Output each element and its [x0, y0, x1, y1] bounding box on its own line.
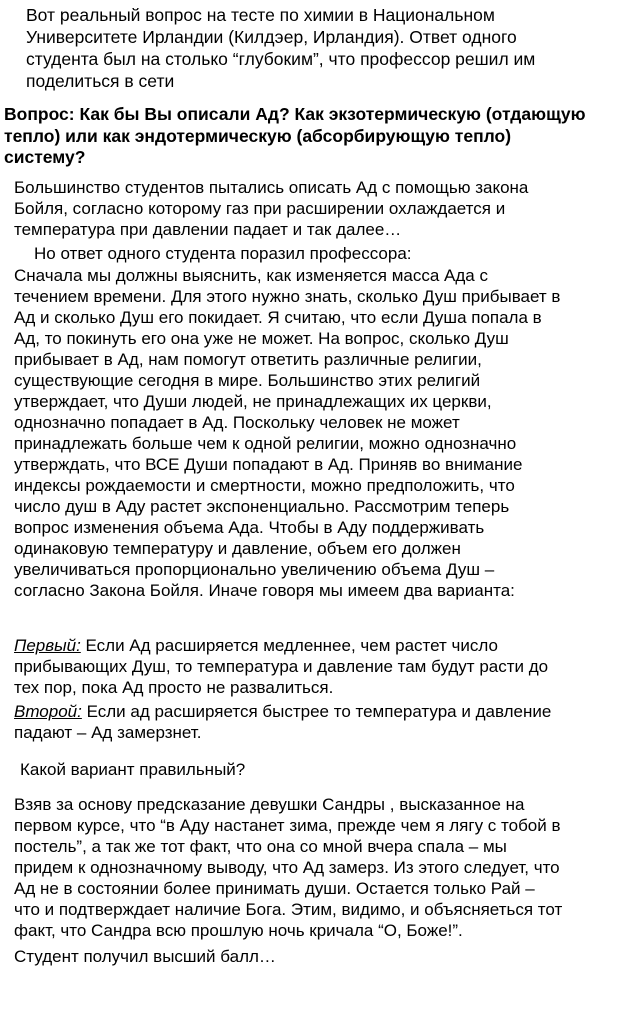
question-heading: Вопрос: Как бы Вы описали Ад? Как экзотермическую (отдающую тепло) или как эндотермическую (абсорбирующую тепло) систему? — [4, 104, 586, 167]
option-second — [14, 701, 634, 743]
final-line: Студент получил высший балл… — [14, 947, 276, 966]
option-second-text: Если ад расширяется быстрее то температура и давление падают – Ад замерзнет. — [14, 702, 552, 742]
option-first-text: Если Ад расширяется медленнее, чем растет число прибывающих Душ, то температура и давление там будут расти до тех пор, пока Ад просто не развалиться. — [14, 636, 549, 697]
which-question: Какой вариант правильный? — [20, 760, 246, 779]
option-first-label: Первый: — [14, 636, 81, 655]
paragraph-answer: Сначала мы должны выяснить, как изменяется масса Ада с течением времени. Для этого нужно знать, сколько Душ прибывает в Ад и сколько Душ его покидает. Я считаю, что если Душа попала в Ад, то покинуть его она уже не может. На вопрос, сколько Душ прибывает в Ад, нам помогут ответить различные религии, существующие сегодня в мире. Большинство этих религий утверждает, что Души людей, не принадлежащих их церкви, однозначно попадает в Ад. Поскольку человек не может принадлежать больше чем к одной религии, можно однозначно утверждать, что ВСЕ Души попадают в Ад. Приняв во внимание индексы рождаемости и смертности, можно предположить, что число душ в Аду растет экспоненциально. Рассмотрим теперь вопрос изменения объема Ада. Чтобы в Аду поддерживать одинаковую температуру и давление, объем его должен увеличиваться пропорционально увеличению объема Душ – согласно Закона Бойля. Иначе говоря мы имеем два варианта: — [14, 266, 561, 600]
paragraph-students: Большинство студентов пытались описать Ад с помощью закона Бойля, согласно которому газ при расширении охлаждается и температура при давлении падает и так далее… — [14, 178, 529, 239]
option-second-label: Второй: — [14, 702, 82, 721]
intro-text: Вот реальный вопрос на тесте по химии в Национальном Университете Ирландии (Килдэер, Ирландия). Ответ одного студента был на столько “глубоким”, что профессор решил им поделиться в сети — [26, 5, 536, 91]
paragraph-one-student: Но ответ одного студента поразил профессора: — [34, 244, 412, 263]
paragraph-sandra: Взяв за основу предсказание девушки Сандры , высказанное на первом курсе, что “в Аду настанет зима, прежде чем я лягу с тобой в постель”, а так же тот факт, что она со мной вчера спала – мы придем к однозначному выводу, что Ад замерз. Из этого следует, что Ад не в состоянии более принимать души. Остается только Рай – что и подтверждает наличие Бога. Этим, видимо, и объясняеться тот факт, что Сандра всю прошлую ночь кричала “О, Боже!”. — [14, 795, 563, 940]
option-first — [14, 635, 634, 698]
